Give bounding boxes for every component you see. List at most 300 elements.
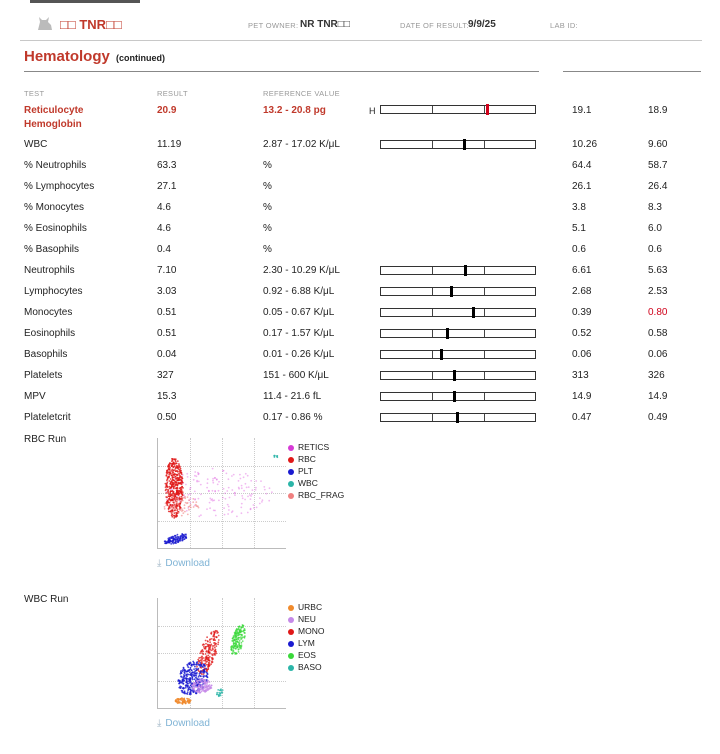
row-test-name: % Basophils (24, 244, 80, 255)
row-test-name: WBC (24, 139, 48, 150)
scatter-point (170, 473, 172, 475)
scatter-point (169, 496, 171, 498)
row-result: 15.3 (157, 391, 177, 402)
scatter-point (202, 651, 204, 653)
scatter-point (237, 635, 239, 637)
scatter-point (186, 676, 188, 678)
scatter-point (209, 638, 211, 640)
scatter-point (188, 509, 190, 511)
scatter-point (174, 507, 176, 509)
scatter-point (212, 658, 214, 660)
scatter-point (191, 676, 193, 678)
scatter-point (168, 468, 170, 470)
scatter-point (183, 683, 185, 685)
legend-label: RBC (298, 454, 316, 464)
scatter-point (169, 494, 171, 496)
scatter-point (181, 473, 183, 475)
scatter-point (201, 651, 203, 653)
row-result: 3.03 (157, 286, 177, 297)
scatter-point (182, 678, 184, 680)
scatter-point (176, 498, 178, 500)
scatter-point (179, 482, 181, 484)
clinic-name: □□ TNR□□ (60, 17, 122, 32)
scatter-point (212, 636, 214, 638)
scatter-point (169, 462, 171, 464)
rbc-download-link[interactable] (157, 558, 210, 569)
scatter-point (210, 687, 212, 689)
scatter-point (205, 643, 207, 645)
download-icon: ⤓ (157, 558, 162, 569)
row-prev-result-2: 0.58 (648, 328, 668, 339)
row-prev-result-1: 26.1 (572, 181, 592, 192)
row-test-name: % Monocytes (24, 202, 85, 213)
result-marker (472, 307, 475, 318)
scatter-point (198, 691, 200, 693)
scatter-point (212, 647, 214, 649)
scatter-point (239, 645, 241, 647)
scatter-point (211, 498, 213, 500)
row-result: 327 (157, 370, 174, 381)
scatter-point (239, 474, 241, 476)
scatter-point (203, 646, 205, 648)
scatter-point (235, 639, 237, 641)
scatter-point (199, 652, 201, 654)
scatter-point (237, 641, 239, 643)
range-low-tick (432, 309, 433, 316)
scatter-point (197, 681, 199, 683)
scatter-point (236, 516, 238, 518)
legend-swatch (288, 605, 294, 611)
scatter-point (242, 624, 244, 626)
scatter-point (205, 658, 207, 660)
scatter-point (234, 492, 236, 494)
scatter-point (196, 662, 198, 664)
scatter-point (173, 480, 175, 482)
scatter-point (189, 505, 191, 507)
scatter-point (232, 510, 234, 512)
scatter-point (198, 689, 200, 691)
wbc-scatter-plot (157, 598, 286, 709)
scatter-point (191, 669, 193, 671)
row-test-name: Basophils (24, 349, 68, 360)
row-reference: 11.4 - 21.6 fL (263, 391, 322, 402)
scatter-point (173, 537, 175, 539)
scatter-point (234, 643, 236, 645)
scatter-point (243, 632, 245, 634)
range-bar (380, 350, 536, 359)
scatter-point (274, 455, 276, 457)
scatter-point (179, 493, 181, 495)
scatter-point (214, 647, 216, 649)
scatter-point (186, 681, 188, 683)
scatter-point (168, 476, 170, 478)
scatter-point (205, 690, 207, 692)
scatter-point (185, 687, 187, 689)
row-prev-result-2: 6.0 (648, 223, 662, 234)
scatter-point (213, 499, 215, 501)
legend-swatch (288, 641, 294, 647)
row-reference: 0.01 - 0.26 K/μL (263, 349, 335, 360)
scatter-point (207, 673, 209, 675)
scatter-point (179, 496, 181, 498)
scatter-point (189, 688, 191, 690)
scatter-point (206, 661, 208, 663)
scatter-point (209, 660, 211, 662)
scatter-point (189, 489, 191, 491)
col-header-result: RESULT (157, 89, 188, 98)
range-high-tick (484, 309, 485, 316)
scatter-point (193, 668, 195, 670)
range-bar (380, 266, 536, 275)
scatter-point (242, 627, 244, 629)
scatter-point (211, 653, 213, 655)
scatter-point (180, 671, 182, 673)
legend-swatch (288, 493, 294, 499)
scatter-point (168, 464, 170, 466)
scatter-point (187, 496, 189, 498)
legend-item (288, 614, 316, 624)
scatter-point (241, 495, 243, 497)
scatter-point (171, 469, 173, 471)
row-result: 11.19 (157, 139, 182, 150)
row-test-name: Platelets (24, 370, 63, 381)
scatter-point (192, 687, 194, 689)
scatter-point (209, 502, 211, 504)
scatter-point (206, 487, 208, 489)
scatter-point (240, 636, 242, 638)
scatter-point (190, 667, 192, 669)
wbc-download-label[interactable]: Download (165, 718, 210, 729)
scatter-point (194, 678, 196, 680)
rbc-download-label[interactable]: Download (165, 558, 210, 569)
row-reference: 0.92 - 6.88 K/μL (263, 286, 335, 297)
row-test-name-line2: Hemoglobin (24, 119, 82, 130)
scatter-point (249, 494, 251, 496)
scatter-point (194, 675, 196, 677)
scatter-point (212, 482, 214, 484)
scatter-point (191, 685, 193, 687)
scatter-point (197, 472, 199, 474)
scatter-point (252, 489, 254, 491)
scatter-point (175, 462, 177, 464)
wbc-run-title: WBC Run (24, 594, 69, 605)
wbc-download-link[interactable] (157, 718, 210, 729)
row-result: 20.9 (157, 105, 177, 116)
scatter-point (197, 687, 199, 689)
scatter-point (243, 490, 245, 492)
scatter-point (214, 477, 216, 479)
scatter-point (205, 668, 207, 670)
scatter-point (240, 627, 242, 629)
scatter-point (188, 679, 190, 681)
scatter-point (168, 480, 170, 482)
wbc-scatter-points (158, 598, 286, 708)
scatter-point (175, 494, 177, 496)
section-rule-right (563, 71, 701, 72)
legend-label: WBC (298, 478, 318, 488)
scatter-point (201, 666, 203, 668)
scatter-point (205, 681, 207, 683)
scatter-point (240, 478, 242, 480)
scatter-point (276, 456, 278, 458)
scatter-point (181, 690, 183, 692)
scatter-point (202, 653, 204, 655)
scatter-point (165, 496, 167, 498)
result-marker (453, 391, 456, 402)
scatter-point (239, 640, 241, 642)
range-high-tick (484, 267, 485, 274)
lab-id-label: LAB ID: (550, 21, 578, 30)
scatter-point (166, 481, 168, 483)
scatter-point (238, 637, 240, 639)
scatter-point (214, 639, 216, 641)
scatter-point (174, 539, 176, 541)
scatter-point (171, 460, 173, 462)
row-prev-result-2: 26.4 (648, 181, 668, 192)
scatter-point (250, 498, 252, 500)
scatter-point (185, 678, 187, 680)
scatter-point (200, 484, 202, 486)
scatter-point (172, 536, 174, 538)
scatter-point (174, 464, 176, 466)
scatter-point (177, 460, 179, 462)
legend-item (288, 442, 329, 452)
scatter-point (223, 507, 225, 509)
scatter-point (178, 512, 180, 514)
scatter-point (220, 688, 222, 690)
scatter-point (192, 679, 194, 681)
scatter-point (177, 471, 179, 473)
scatter-point (205, 672, 207, 674)
scatter-point (207, 686, 209, 688)
row-prev-result-2: 58.7 (648, 160, 668, 171)
range-bar (380, 329, 536, 338)
scatter-point (223, 470, 225, 472)
scatter-point (190, 700, 192, 702)
range-high-tick (484, 414, 485, 421)
scatter-point (203, 660, 205, 662)
scatter-point (238, 487, 240, 489)
row-prev-result-1: 19.1 (572, 105, 592, 116)
scatter-point (215, 515, 217, 517)
legend-item (288, 602, 322, 612)
row-prev-result-1: 0.06 (572, 349, 592, 360)
scatter-point (205, 653, 207, 655)
scatter-point (164, 542, 166, 544)
scatter-point (167, 478, 169, 480)
scatter-point (172, 482, 174, 484)
scatter-point (190, 487, 192, 489)
scatter-point (230, 647, 232, 649)
scatter-point (215, 645, 217, 647)
scatter-point (228, 506, 230, 508)
scatter-point (182, 494, 184, 496)
row-prev-result-1: 313 (572, 370, 589, 381)
scatter-point (190, 662, 192, 664)
row-test-name: Neutrophils (24, 265, 75, 276)
scatter-point (206, 683, 208, 685)
scatter-point (188, 702, 190, 704)
range-low-tick (432, 267, 433, 274)
scatter-point (175, 474, 177, 476)
high-flag: H (369, 106, 376, 116)
scatter-point (165, 502, 167, 504)
scatter-point (174, 495, 176, 497)
scatter-point (185, 484, 187, 486)
scatter-point (228, 478, 230, 480)
scatter-point (217, 641, 219, 643)
legend-swatch (288, 457, 294, 463)
scatter-point (240, 507, 242, 509)
result-marker (464, 265, 467, 276)
row-result: 0.51 (157, 328, 177, 339)
scatter-point (184, 538, 186, 540)
legend-swatch (288, 653, 294, 659)
scatter-point (164, 508, 166, 510)
scatter-point (247, 475, 249, 477)
scatter-point (185, 685, 187, 687)
scatter-point (196, 481, 198, 483)
scatter-point (190, 693, 192, 695)
scatter-point (166, 484, 168, 486)
legend-item (288, 662, 322, 672)
scatter-point (185, 537, 187, 539)
scatter-point (241, 512, 243, 514)
row-reference: 2.30 - 10.29 K/μL (263, 265, 340, 276)
range-bar (380, 371, 536, 380)
scatter-point (217, 484, 219, 486)
range-high-tick (484, 351, 485, 358)
scatter-point (182, 500, 184, 502)
scatter-point (167, 492, 169, 494)
scatter-point (177, 534, 179, 536)
row-test-name: % Lymphocytes (24, 181, 95, 192)
scatter-point (262, 499, 264, 501)
scatter-point (193, 689, 195, 691)
range-low-tick (432, 393, 433, 400)
scatter-point (247, 512, 249, 514)
scatter-point (191, 665, 193, 667)
scatter-point (188, 688, 190, 690)
row-reference: 2.87 - 17.02 K/μL (263, 139, 340, 150)
scatter-point (175, 541, 177, 543)
scatter-point (189, 502, 191, 504)
scatter-point (186, 510, 188, 512)
scatter-point (215, 653, 217, 655)
scatter-point (195, 692, 197, 694)
scatter-point (179, 680, 181, 682)
row-test-name: Eosinophils (24, 328, 76, 339)
scatter-point (188, 700, 190, 702)
scatter-point (177, 541, 179, 543)
row-prev-result-1: 0.47 (572, 412, 592, 423)
scatter-point (269, 487, 271, 489)
scatter-point (250, 480, 252, 482)
scatter-point (242, 640, 244, 642)
scatter-point (193, 506, 195, 508)
scatter-point (180, 487, 182, 489)
scatter-point (210, 645, 212, 647)
scatter-point (198, 515, 200, 517)
row-reference: % (263, 244, 272, 255)
scatter-point (213, 650, 215, 652)
scatter-point (175, 478, 177, 480)
scatter-point (193, 671, 195, 673)
legend-swatch (288, 481, 294, 487)
scatter-point (176, 502, 178, 504)
legend-swatch (288, 665, 294, 671)
scatter-point (178, 683, 180, 685)
scatter-point (178, 504, 180, 506)
scatter-point (181, 515, 183, 517)
scatter-point (204, 687, 206, 689)
scatter-point (164, 540, 166, 542)
scatter-point (223, 488, 225, 490)
scatter-point (173, 517, 175, 519)
scatter-point (184, 670, 186, 672)
scatter-point (216, 692, 218, 694)
scatter-point (218, 694, 220, 696)
scatter-point (183, 702, 185, 704)
scatter-point (234, 494, 236, 496)
scatter-point (184, 504, 186, 506)
scatter-point (194, 475, 196, 477)
scatter-point (244, 499, 246, 501)
scatter-point (235, 652, 237, 654)
row-result: 0.04 (157, 349, 177, 360)
scatter-point (243, 476, 245, 478)
scatter-point (247, 496, 249, 498)
scatter-point (184, 511, 186, 513)
range-bar (380, 308, 536, 317)
scatter-point (171, 475, 173, 477)
scatter-point (241, 485, 243, 487)
row-test-name: Monocytes (24, 307, 73, 318)
scatter-point (217, 632, 219, 634)
scatter-point (178, 702, 180, 704)
row-prev-result-2: 0.06 (648, 349, 668, 360)
scatter-point (195, 504, 197, 506)
row-prev-result-2: 0.80 (648, 307, 668, 318)
scatter-point (242, 636, 244, 638)
scatter-point (173, 487, 175, 489)
range-low-tick (432, 351, 433, 358)
rbc-scatter-points (158, 438, 286, 548)
row-result: 63.3 (157, 160, 177, 171)
scatter-point (216, 478, 218, 480)
section-rule-left (24, 71, 539, 72)
scatter-point (241, 503, 243, 505)
legend-label: EOS (298, 650, 316, 660)
scatter-point (177, 468, 179, 470)
scatter-point (176, 500, 178, 502)
scatter-point (198, 660, 200, 662)
scatter-point (189, 671, 191, 673)
scatter-point (198, 481, 200, 483)
scatter-point (210, 663, 212, 665)
scatter-point (246, 487, 248, 489)
scatter-point (172, 484, 174, 486)
scatter-point (214, 510, 216, 512)
scatter-point (226, 490, 228, 492)
legend-swatch (288, 469, 294, 475)
scatter-point (225, 498, 227, 500)
scatter-point (197, 474, 199, 476)
scatter-point (184, 680, 186, 682)
row-prev-result-2: 5.63 (648, 265, 668, 276)
scatter-point (168, 511, 170, 513)
scatter-point (200, 679, 202, 681)
